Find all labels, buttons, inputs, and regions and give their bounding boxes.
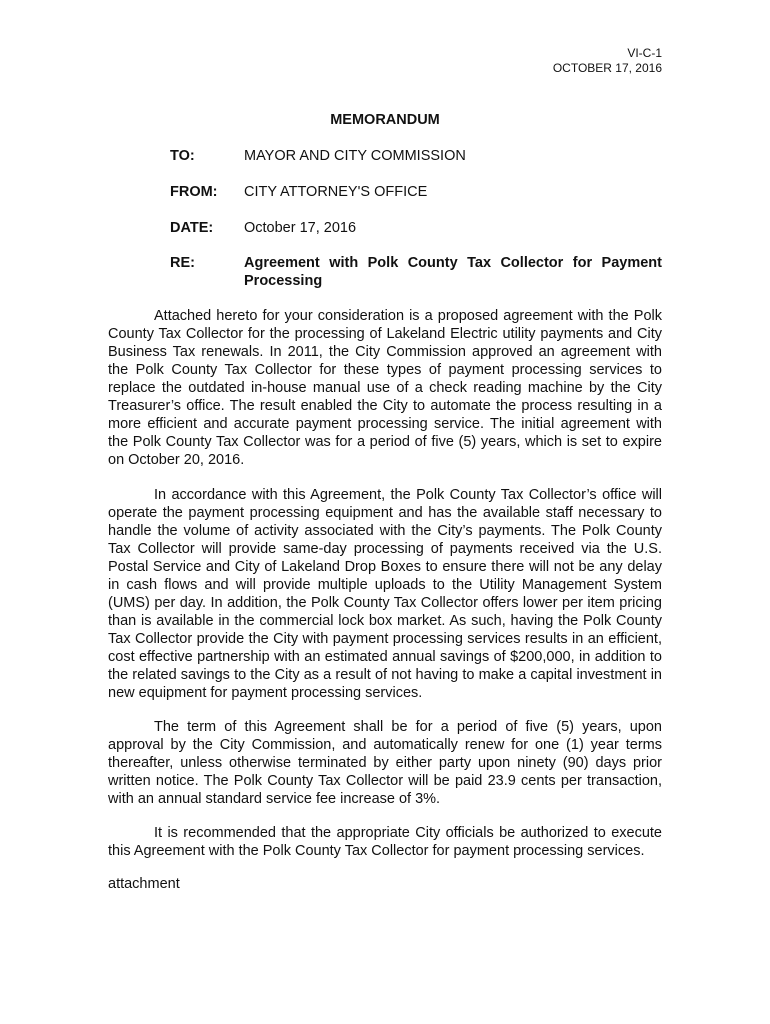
- paragraph-text: In accordance with this Agreement, the Polk County Tax Collector’s office will operate the payment processing equipment and has the available staff necessary to handle the volume of activity associated with the City’s payments. The Polk County Tax Collector will provide same-day processing of payments received via the U.S. Postal Service and City of Lakeland Drop Boxes to ensure there will not be any delay in cash flows and will provide multiple uploads to the Utility Management System (UMS) per day. In addition, the Polk County Tax Collector offers lower per item pricing than is available in the commercial lock box market. As such, having the Polk County Tax Collector provide the City with payment processing services results in an efficient, cost effective partnership with an estimated annual savings of $200,000, in addition to the related savings to the City as a result of not having to make a capital investment in new equipment for payment processing services.: [108, 487, 662, 701]
- re-subject: Agreement with Polk County Tax Collector for Payment Processing: [244, 255, 662, 289]
- paragraph-text: The term of this Agreement shall be for a period of five (5) years, upon approval by the City Commission, and automatically renew for one (1) year terms thereafter, unless otherwise terminated by either party upon ninety (90) days prior written notice. The Polk County Tax Collector will be paid 23.9 cents per transaction, with an annual standard service fee increase of 3%.: [108, 719, 662, 807]
- agenda-date: OCTOBER 17, 2016: [552, 61, 662, 75]
- from-value: CITY ATTORNEY'S OFFICE: [244, 184, 428, 200]
- to-value: MAYOR AND CITY COMMISSION: [244, 148, 466, 164]
- date-value: October 17, 2016: [244, 220, 357, 236]
- paragraph-text: It is recommended that the appropriate City officials be authorized to execute this Agreement with the Polk County Tax Collector for payment processing services.: [108, 825, 662, 859]
- paragraph-text: Attached hereto for your consideration is a proposed agreement with the Polk County Tax Collector for the processing of Lakeland Electric utility payments and City Business Tax renewals. In 2011, the City Commission approved an agreement with the Polk County Tax Collector for these types of payment processing services to replace the outdated in-house manual use of a check reading machine by the City Treasurer’s office. The result enabled the City to automate the process resulting in a more efficient and accurate payment processing service. The initial agreement with the Polk County Tax Collector was for a period of five (5) years, which is set to expire on October 20, 2016.: [108, 308, 662, 468]
- memo-title: MEMORANDUM: [330, 112, 440, 128]
- attachment-note: attachment: [108, 876, 180, 892]
- paragraph-4: [108, 824, 662, 860]
- paragraph-1: [108, 307, 662, 469]
- from-label: FROM:: [170, 184, 218, 200]
- agenda-code: VI-C-1: [627, 46, 662, 60]
- reference-block: [553, 46, 662, 76]
- paragraph-2: [108, 486, 662, 702]
- re-label: RE:: [170, 255, 195, 271]
- paragraph-3: [108, 718, 662, 808]
- date-label: DATE:: [170, 220, 214, 236]
- to-label: TO:: [170, 148, 195, 164]
